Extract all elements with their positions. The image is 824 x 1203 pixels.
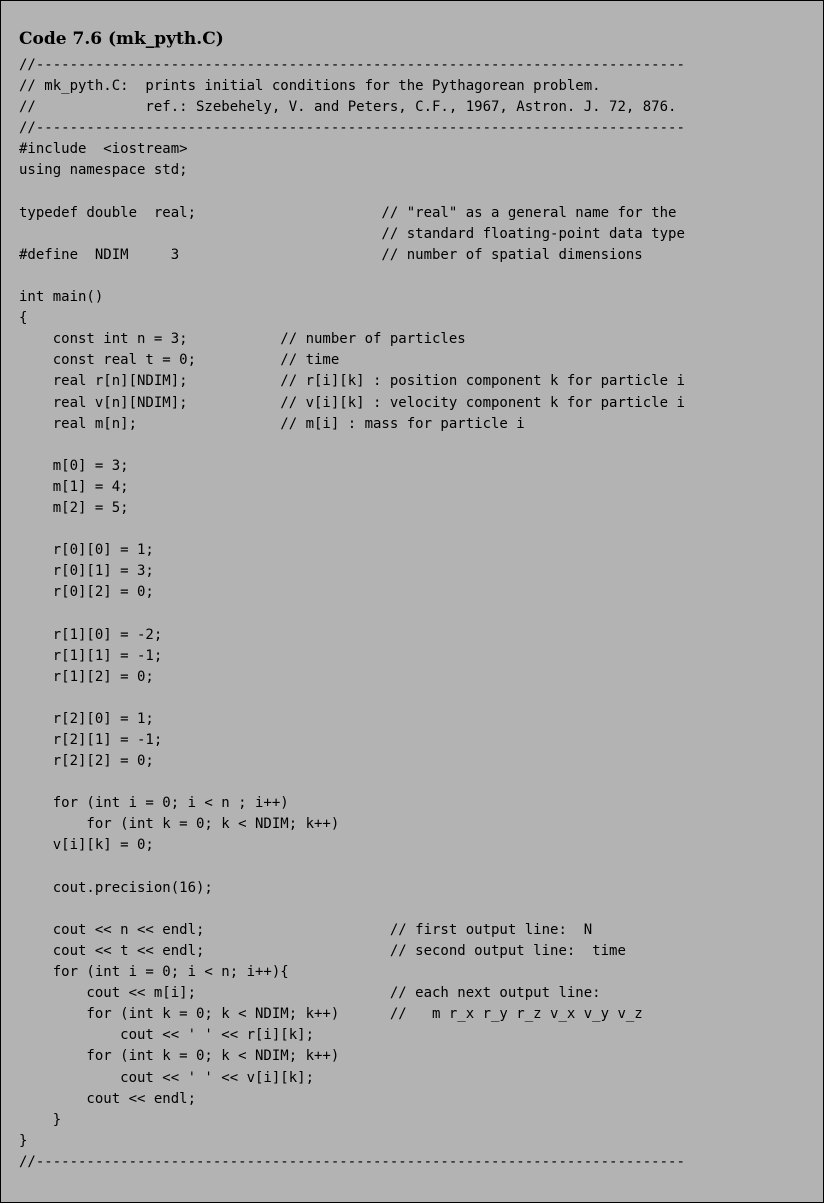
code-line: r[2][2] = 0;: [19, 753, 154, 770]
code-line: //-----------------------------------------------------------------------------: [19, 57, 685, 73]
code-line: cout << t << endl; // second output line: time: [19, 942, 626, 959]
code-line: cout << m[i]; // each next output line:: [19, 985, 601, 1002]
code-line: typedef double real; // "real" as a general name for the: [19, 204, 677, 221]
code-line: #define NDIM 3 // number of spatial dimensions: [19, 246, 643, 263]
code-line: r[0][2] = 0;: [19, 584, 154, 601]
code-line: cout << ' ' << v[i][k];: [19, 1069, 315, 1086]
code-line: v[i][k] = 0;: [19, 837, 154, 854]
code-line: // mk_pyth.C: prints initial conditions for the Pythagorean problem.: [19, 78, 601, 95]
code-line: [19, 519, 685, 540]
code-line: cout << endl;: [19, 1090, 197, 1107]
code-line: }: [19, 1111, 62, 1128]
code-line: using namespace std;: [19, 162, 188, 179]
code-line: m[1] = 4;: [19, 478, 129, 495]
code-caption: Code 7.6 (mk_pyth.C): [19, 29, 224, 49]
code-line: r[2][1] = -1;: [19, 732, 163, 748]
code-line: real r[n][NDIM]; // r[i][k] : position component k for particle i: [19, 373, 685, 390]
code-line: real v[n][NDIM]; // v[i][k] : velocity component k for particle i: [19, 394, 685, 411]
code-line: for (int i = 0; i < n; i++){: [19, 964, 289, 981]
code-line: //-----------------------------------------------------------------------------: [19, 120, 685, 137]
code-line: [19, 899, 685, 920]
code-line: m[2] = 5;: [19, 499, 129, 516]
code-line: const real t = 0; // time: [19, 352, 340, 369]
code-line: [19, 857, 685, 878]
code-line: for (int k = 0; k < NDIM; k++): [19, 1048, 340, 1065]
code-line: r[0][0] = 1;: [19, 542, 154, 559]
code-line: }: [19, 1132, 28, 1149]
code-line: r[0][1] = 3;: [19, 563, 154, 580]
code-line: cout << n << endl; // first output line: N: [19, 921, 593, 938]
code-block: [19, 55, 685, 1173]
code-line: real m[n]; // m[i] : mass for particle i: [19, 415, 525, 432]
code-line: [19, 266, 685, 287]
code-line: // ref.: Szebehely, V. and Peters, C.F., 1967, Astron. J. 72, 876.: [19, 99, 677, 116]
code-line: m[0] = 3;: [19, 457, 129, 474]
code-line: //-----------------------------------------------------------------------------: [19, 1153, 685, 1170]
code-line: cout.precision(16);: [19, 879, 213, 896]
code-line: // standard floating-point data type: [19, 225, 685, 242]
code-line: [19, 182, 685, 203]
code-line: for (int k = 0; k < NDIM; k++) // m r_x r_y r_z v_x v_y v_z: [19, 1006, 643, 1023]
code-line: r[2][0] = 1;: [19, 710, 154, 727]
code-line: [19, 435, 685, 456]
code-line: for (int i = 0; i < n ; i++): [19, 795, 289, 812]
code-line: {: [19, 310, 28, 327]
code-line: r[1][0] = -2;: [19, 626, 163, 643]
code-line: r[1][2] = 0;: [19, 668, 154, 685]
code-line: for (int k = 0; k < NDIM; k++): [19, 816, 340, 833]
code-line: [19, 688, 685, 709]
code-line: cout << ' ' << r[i][k];: [19, 1027, 315, 1044]
code-line: [19, 603, 685, 624]
code-line: int main(): [19, 289, 104, 306]
code-line: #include <iostream>: [19, 141, 188, 158]
code-line: const int n = 3; // number of particles: [19, 331, 466, 348]
code-line: r[1][1] = -1;: [19, 647, 163, 664]
code-line: [19, 772, 685, 793]
